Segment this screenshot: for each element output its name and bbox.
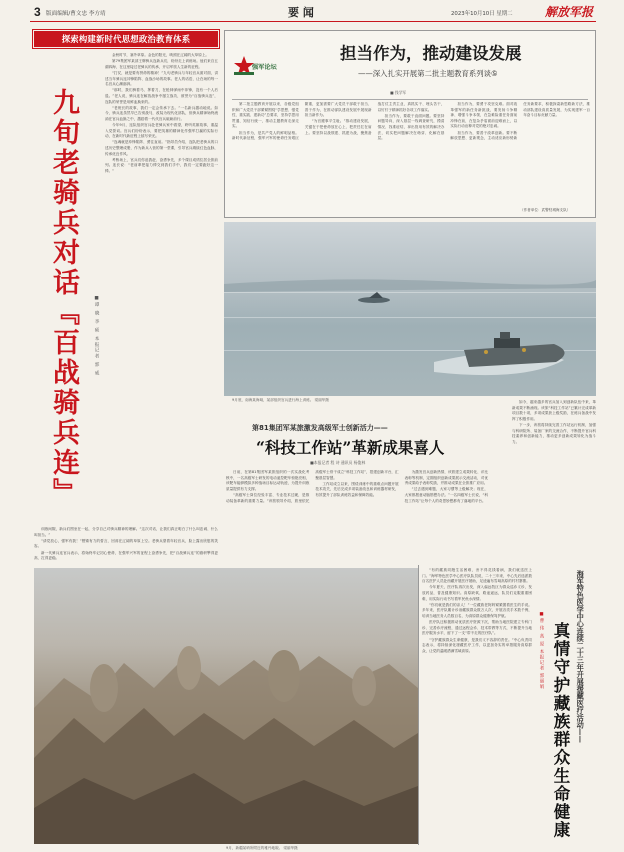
main-story-paragraph: 日前，在第81集团军某旅组织的一次实战化考核中，一名高级军士研发的电动遥控靶车惊艳亮相，该靶车能够模拟多种战场目标运动轨迹，为提升训练质量提供有力支撑。 xyxy=(226,470,310,491)
main-story-paragraph: 下一步，该旅将持续完善工作站运行机制，加强与科研院所、装备厂家的交流合作，不断提升官兵科技素养和创新能力，推动更多创新成果转化为战斗力。 xyxy=(512,422,596,444)
main-story-body-right xyxy=(512,400,596,500)
column-paragraph: 担当作为，要敢于直面问题。要坚持问题导向，深入基层一线调查研究，摸清情况、找准症结，拿出管用有效的解决办法，切实把问题解决在萌芽、化解在基层。 xyxy=(377,113,445,141)
column-badge-label: 强军论坛 xyxy=(252,64,277,71)
column-paragraph: 担当作为，要勇于攻坚克难。面对改革强军的新任务新挑战，要发扬斗争精神、增强斗争本领，在急难险重任务面前冲锋在前，在复杂矛盾面前迎难而上，以实际行动诠释对党的绝对忠诚。 xyxy=(450,102,518,129)
rock-formation-image xyxy=(34,568,418,844)
feature-left-paragraph: 考核场上，官兵们你追我赶、奋勇争先，多个课目成绩位居全旅前列。连长说：“老前辈把接力棒交到我们手中，我们一定要跑好这一棒。” xyxy=(105,157,218,174)
column-author: ■ 钱学军 xyxy=(390,90,407,95)
feature-left-paragraph: 金秋时节，塞外草原。金色的阳光，映照在辽阔的大草原上。 xyxy=(112,53,210,57)
main-story-byline: ■本报记者 程 诗 通讯员 杨俊林 xyxy=(310,460,366,465)
column-paragraph: 担当作为，要善于改革创新。要不断解放思想、更新观念，主动适应新形势新任务新要求，积极探索新思路新方法，推动部队建设高质量发展，为实现建军一百年奋斗目标贡献力量。 xyxy=(450,102,590,141)
feature-right-paragraph: “你们就是我们的亲人！”一位藏族老阿妈紧紧握着医生的手说。多年来，医疗队累计诊治藏族群众数万人次，开展各类手术数千例，培训当地医务人员数百名，为高原群众健康保驾护航。 xyxy=(422,602,532,618)
main-story-paragraph: “过去遇到难题，大家习惯等上级解决；现在，大家都愿意动脑筋想办法。”一名四级军士长说，“科技工作站”让每个人的奇思妙想都有了落地的平台。 xyxy=(404,487,488,503)
series-banner-frame xyxy=(32,29,220,49)
main-story-paragraph: 为激发官兵创新热情，该旅建立成果转化、评比表彰等机制，定期组织创新成果展示交流活动，对优秀成果给予表彰奖励，并推动成果在全旅推广应用。 xyxy=(404,470,488,486)
masthead-rule xyxy=(30,21,596,22)
section-title: 要 闻 xyxy=(288,6,314,19)
feature-right-headline: 真情守护藏族群众生命健康 xyxy=(551,622,570,840)
column-rule xyxy=(232,99,588,100)
feature-left-paragraph: “老班长的故事，我们一定会传承下去。”一名新兵激动地说。如今，骑兵连虽然早已告别战马，改装为现代化部队，但骑兵精神始终流淌在官兵血脉之中，激励着一代代官兵砥砺前行。 xyxy=(105,105,218,121)
date-line: 2023年10月10日 星期二 xyxy=(451,11,513,17)
feature-left-headline: 九旬老骑兵对话『百战骑兵连』 xyxy=(48,88,79,508)
main-story-kicker: 第81集团军某旅激发高级军士创新活力—— xyxy=(252,424,388,432)
column-paragraph: “为官避事平生耻。”推动建设发展，关键在于把使命放在心上、把责任扛在肩上。要坚持以战领建、抓建为战，聚焦备战打仗主责主业，真抓实干、埋头苦干，以钉钉子精神抓好各项工作落实。 xyxy=(304,102,445,135)
feature-left-body-bottom xyxy=(34,527,218,565)
column-body xyxy=(232,102,590,208)
feature-left-paragraph: 今年9月，连队组织官兵赴老骑兵家中看望，聆听英雄故事，重温入党誓词。官兵们纷纷表示，要把英雄的精神化作强军打赢的实际行动，在新时代新征程上续写荣光。 xyxy=(105,123,218,139)
feature-right-paragraph: “守护藏族群众生命健康，是我们义不容辞的责任。”中心负责同志表示，将持续深化援藏医疗工作，以更加务实的举措服务高原群众，让党的温暖洒满雪域高原。 xyxy=(422,637,532,653)
patrol-boat-image xyxy=(224,222,596,396)
column-paragraph: 担当作为，是共产党人的鲜明品格。新时代新征程，强军兴军的使命任务艰巨繁重，更加需要广大党员干部敢于担当、善于作为，在推动部队建设发展中展现新担当新作为。 xyxy=(232,102,372,141)
rock-photo-caption: 9月，新疆某哨所附近的雅丹地貌。 梁丽华摄 xyxy=(226,846,298,850)
column-badge xyxy=(228,52,288,80)
main-story-headline: “科技工作站”革新成果喜人 xyxy=(256,438,445,457)
feature-left-byline: ■谭 晓 李 硕 本报记者 郭 威 xyxy=(94,296,99,377)
main-story-paragraph: “高级军士岗位经验丰富、专业技术过硬，是推动装备革新的重要力量。”该旅领导介绍，旅里依托高级军士骨干成立“科技工作站”，搭建创新平台，汇聚基层智慧。 xyxy=(226,470,399,503)
masthead xyxy=(0,0,624,24)
column-paragraph: 第二批主题教育开展以来，各级党组织和广大党员干部紧紧围绕“学思想、强党性、重实践、建新功”总要求，坚持学思用贯通、知信行统一，推动主题教育走深走实。 xyxy=(232,102,299,129)
editor-line: 版面编辑/曹文忠 李方靖 xyxy=(46,11,106,17)
feature-right-byline: ■曹 伟 高 原 本报记者 郭丽娟 xyxy=(539,612,544,690)
main-story-paragraph: 工作站成立以来，围绕训练中的重难点问题开展技术攻关，先后完成多项装备改良和训练器材研发，有效提升了部队训练效益和保障效能。 xyxy=(315,481,399,497)
feature-left-paragraph: 训练间隙，新兵们围坐在一起，分享自己对骑兵精神的理解。“这次对话，让我们真正明白了什么叫忠诚、什么叫担当。” xyxy=(34,527,218,537)
rock-photo xyxy=(34,568,418,844)
page-number: 3 xyxy=(34,5,41,19)
column-subtitle: ——深入扎实开展第二批主题教育系列谈⑤ xyxy=(358,69,498,78)
main-story-body xyxy=(226,470,488,560)
feature-right-divider xyxy=(418,565,419,845)
boat-photo xyxy=(224,222,596,396)
column-signoff: （作者单位：武警驻城海支队） xyxy=(520,208,571,212)
boat-photo-caption: 9月底，南海某海域，某部组织官兵进行海上训练。 梁丽华摄 xyxy=(232,398,329,402)
main-story-paragraph: 如今，越来越多的官兵加入到创新队伍中来，革新成果不断涌现。该旅“科技工作站”已累计完成革新项目数十项，多项成果获上级奖励，在练兵备战中发挥了积极作用。 xyxy=(512,400,596,421)
feature-left-paragraph: “请党放心，强军有我！”铿锵有力的誓言，回荡在辽阔的草原上空。老骑兵望着年轻官兵，脸上露出欣慰的笑容。 xyxy=(34,538,218,549)
paper-logo: 解放军报 xyxy=(545,5,594,19)
feature-left-body xyxy=(105,53,218,526)
feature-right-paragraph: 今年夏天，医疗队再次出发，深入偏远牧区为群众巡诊义诊，发放药品，普及健康知识。高原缺氧、路途遥远，队员们克服重重困难，用实际行动书写着军民鱼水深情。 xyxy=(422,585,532,601)
feature-left-paragraph: 新一代骑兵连官兵表示，将始终牢记初心使命，在强军兴军的征程上奋勇争先，把“百战骑兵连”的旗帜擎得更高、扛得更稳。 xyxy=(34,550,218,561)
feature-left-paragraph: “那时，我们骑着马、挥着刀，在枪林弹雨中冲锋，没有一个人后退。”老人说，骑兵连在解放战争中屡立战功，被誉为“百战骑兵连”，连队的荣誉是用鲜血换来的。 xyxy=(105,88,218,104)
column-headline: 担当作为，推动建设发展 xyxy=(340,44,522,63)
feature-left-paragraph: “打仗，就是要有拼命的精神！”九旬老骑兵与年轻官兵面对面，讲述当年骑兵连冲锋陷阵、血战沙场的故事。老人的话语，让在场的每一名官兵心潮澎湃。 xyxy=(105,70,218,87)
feature-left-paragraph: 第79集团军某部王牌骑兵连新兵们，纷纷走上训练场。他们来自五湖四海，在这里接过老骑兵的传承，开启军旅人生新的征程。 xyxy=(105,59,218,69)
feature-right-body xyxy=(422,568,532,846)
series-label: 探索构建新时代思想政治教育体系 xyxy=(61,34,191,44)
feature-right-paragraph: 医疗队还积极推动优质医疗资源下沉，帮助当地医院建立专科门诊、完善诊疗流程，通过远程会诊、技术带教等方式，不断提升当地医疗服务水平，留下了一支“带不走的医疗队”。 xyxy=(422,620,532,636)
feature-right-paragraph: “有的藏族同胞生活困难，舍不得花钱看病，我们就送医上门。”海军特色医学中心医疗队队员说，二十三年来，中心先后选派数百名医护人员赴西藏开展医疗援助，足迹遍布雪域高原的村村寨寨。 xyxy=(422,568,532,584)
feature-right-kicker: 海军特色医学中心连续二十三年开展援藏医疗活动—— xyxy=(576,570,586,743)
feature-left-paragraph: “连魂就是冲锋陷阵、勇往直前。”指导员介绍，连队把老骑兵的口述历史整理成册，作为新兵入营的第一堂课，引导官兵赓续红色血脉，传承优良作风。 xyxy=(105,140,218,156)
